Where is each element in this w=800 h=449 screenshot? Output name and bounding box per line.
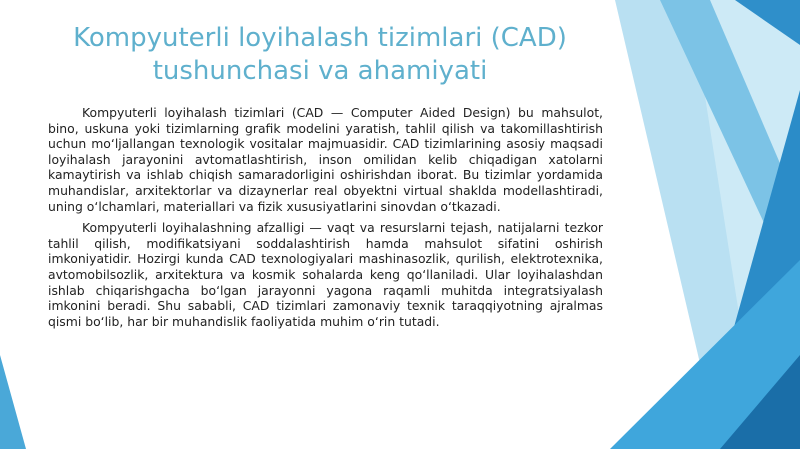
left-accent-shape [0, 355, 26, 449]
slide-title: Kompyuterli loyihalash tizimlari (CAD) tushunchasi va ahamiyati [73, 23, 567, 86]
slide-body [48, 105, 603, 335]
paragraph-1: Kompyuterli loyihalash tizimlari (CAD — Computer Aided Design) bu mahsulot, bino, uskuna yoki tizimlarning grafik modelini yaratish, tahlil qilish va takomillashtirish uchun moʻljallangan texnologik vositalar majmuasidir. CAD tizimlarining asosiy maqsadi loyihalash jarayonini avtomatlashtirish, inson omilidan kelib chiqadigan xatolarni kamaytirish va ishlab chiqish samaradorligini oshirishdan iborat. Bu tizimlar yordamida muhandislar, arxitektorlar va dizaynerlar real obyektni virtual shaklda modellashtiradi, uning oʻlchamlari, materiallari va fizik xususiyatlarini sinovdan oʻtkazadi. [48, 105, 603, 214]
paragraph-2: Kompyuterli loyihalashning afzalligi — vaqt va resurslarni tejash, natijalarni tezkor tahlil qilish, modifikatsiyani soddalashtirish hamda mahsulot sifatini oshirish imkoniyatidir. Hozirgi kunda CAD texnologiyalari mashinasozlik, qurilish, elektrotexnika, avtomobilsozlik, arxitektura va kosmik sohalarda keng qoʻllaniladi. Ular loyihalashdan ishlab chiqarishgacha boʻlgan jarayonni yagona raqamli muhitda integratsiyalash imkonini beradi. Shu sababli, CAD tizimlari zamonaviy texnik taraqqiyotning ajralmas qismi boʻlib, har bir muhandislik faoliyatida muhim oʻrin tutadi. [48, 220, 603, 329]
